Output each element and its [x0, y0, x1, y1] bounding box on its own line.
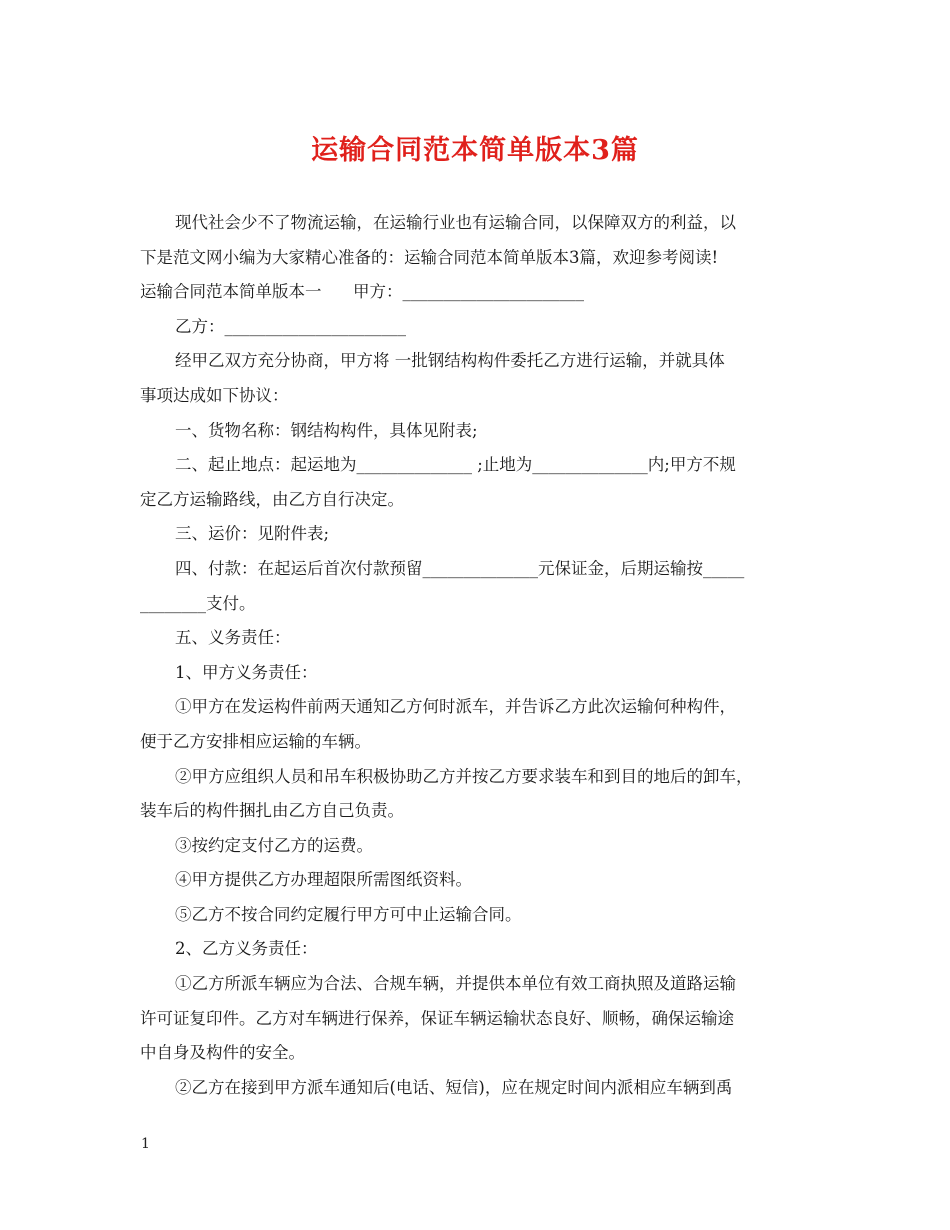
text-line: 1、甲方义务责任：: [175, 662, 318, 682]
text-line: 定乙方运输路线，由乙方自行决定。: [140, 489, 404, 509]
document-title: 运输合同范本简单版本3篇: [311, 135, 639, 166]
text-line: 三、运价：见附件表;: [175, 524, 330, 544]
text-line: ④甲方提供乙方办理超限所需图纸资料。: [175, 870, 472, 890]
text-line: 事项达成如下协议：: [140, 385, 289, 405]
text-line: 经甲乙双方充分协商，甲方将 一批钢结构构件委托乙方进行运输，并就具体: [175, 351, 725, 371]
text-line: ③按约定支付乙方的运费。: [175, 835, 373, 855]
text-line: 五、义务责任：: [175, 628, 291, 648]
text-line: ①乙方所派车辆应为合法、合规车辆，并提供本单位有效工商执照及道路运输: [175, 974, 736, 994]
text-line: 四、付款：在起运后首次付款预留______________元保证金，后期运输按_____: [175, 558, 745, 578]
text-line: 二、起止地点：起运地为______________ ;止地为______________内;甲方不规: [175, 455, 736, 475]
text-line: 运输合同范本简单版本一 甲方：______________________: [140, 282, 584, 302]
text-line: ⑤乙方不按合同约定履行甲方可中止运输合同。: [175, 904, 522, 924]
text-line: 装车后的构件捆扎由乙方自己负责。: [140, 801, 404, 821]
text-line: 乙方：______________________: [175, 316, 406, 336]
text-line: ②乙方在接到甲方派车通知后(电话、短信)，应在规定时间内派相应车辆到禹: [175, 1077, 733, 1097]
text-line: 下是范文网小编为大家精心准备的：运输合同范本简单版本3篇，欢迎参考阅读!: [140, 247, 719, 267]
text-line: 一、货物名称：钢结构构件，具体见附表;: [175, 420, 478, 440]
text-line: 现代社会少不了物流运输，在运输行业也有运输合同，以保障双方的利益，以: [175, 213, 736, 232]
text-line: 许可证复印件。乙方对车辆进行保养，保证车辆运输状态良好、顺畅，确保运输途: [140, 1008, 734, 1028]
page-number: 1: [141, 1136, 150, 1152]
document-body: [140, 206, 820, 1105]
text-line: 便于乙方安排相应运输的车辆。: [140, 731, 371, 751]
text-line: ________支付。: [140, 593, 256, 613]
text-line: ②甲方应组织人员和吊车积极协助乙方并按乙方要求装车和到目的地后的卸车，: [175, 766, 753, 786]
text-line: 中自身及构件的安全。: [140, 1043, 305, 1063]
text-line: 2、乙方义务责任：: [175, 939, 318, 959]
text-line: ①甲方在发运构件前两天通知乙方何时派车，并告诉乙方此次运输何种构件，: [175, 697, 736, 717]
